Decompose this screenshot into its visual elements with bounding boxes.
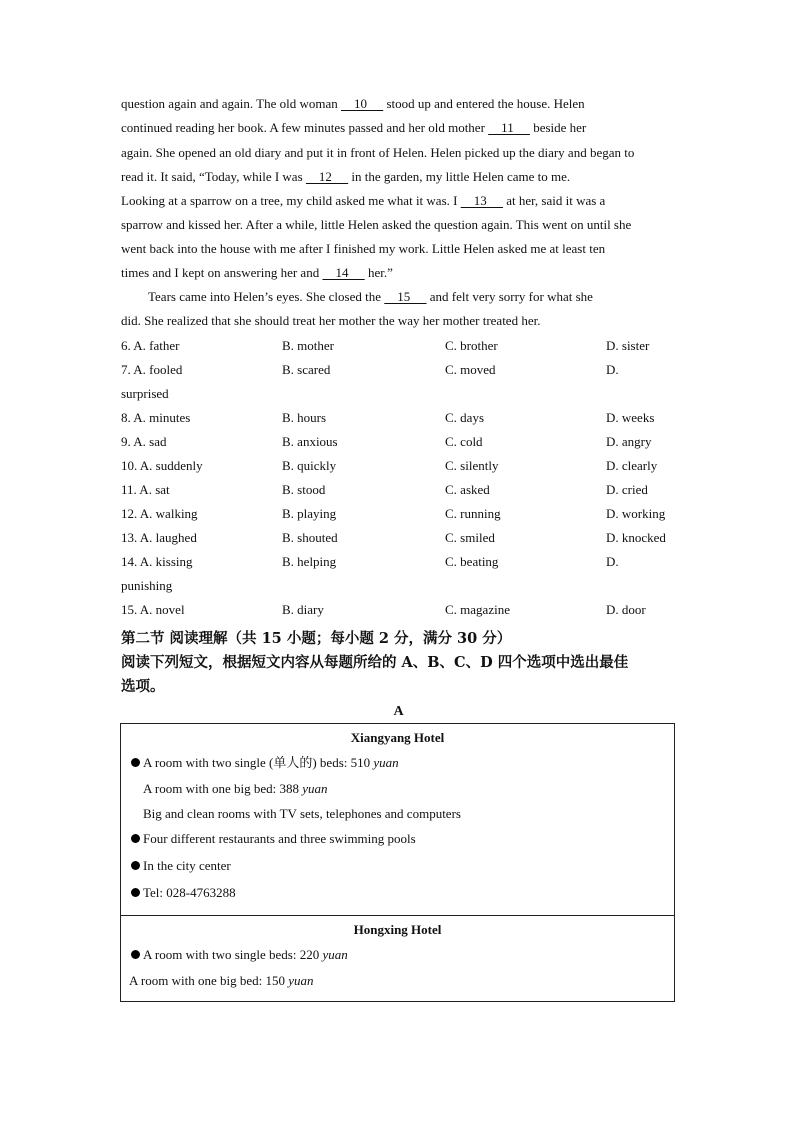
hotel-detail-text: A room with one big bed: 388 [143,781,303,796]
option-a: 6. A. father [121,338,180,353]
bullet-icon [131,888,140,897]
option-a: 7. A. fooled [121,362,183,377]
option-b: B. quickly [282,458,337,473]
passage-line [121,143,674,163]
passage-line [121,263,674,283]
option-c: C. moved [445,362,496,377]
option-c: C. days [445,410,484,425]
hotel-detail-line [131,753,399,773]
option-c: C. cold [445,434,483,449]
option-d: D. knocked [606,530,666,545]
answer-blank: 10 [340,96,384,111]
answer-blank: 11 [488,120,530,135]
passage-text: and felt very sorry for what she [426,289,593,304]
passage-text: stood up and entered the house. Helen [383,96,585,111]
option-c: C. magazine [445,602,510,617]
option-c: C. running [445,506,501,521]
passage-text: read it. It said, “Today, while I was [121,169,306,184]
option-d: D. door [606,602,646,617]
option-b: B. diary [282,602,324,617]
passage-text: beside her [529,120,587,135]
option-d: D. [606,362,619,377]
hotel-detail-text: A room with two single beds: 220 [143,947,323,962]
hotel-detail-text: A room with one big bed: 150 [129,973,289,988]
passage-line [121,311,674,331]
section-instruction-line1: 阅读下列短文，根据短文内容从每题所给的 A、B、C、D 四个选项中选出最佳 [121,654,629,671]
passage-text: her.” [364,265,393,280]
option-d: D. working [606,506,666,521]
currency-unit: yuan [322,947,348,962]
option-b: B. mother [282,338,334,353]
passage-line [121,94,674,114]
passage-text: Looking at a sparrow on a tree, my child asked me what it was. I [121,193,461,208]
option-a: 13. A. laughed [121,530,197,545]
passage-text: continued reading her book. A few minutes passed and her old mother [121,120,489,135]
option-c: C. brother [445,338,498,353]
hotel-detail-text: Four different restaurants and three swimming pools [143,831,416,846]
passage-text: Tears came into Helen’s eyes. She closed the [148,289,385,304]
hotel-detail-line [131,883,236,903]
hotel-table [120,723,675,1002]
answer-blank: 15 [384,289,427,304]
passage-label: A [393,704,404,719]
currency-unit: yuan [288,973,314,988]
passage-text: question again and again. The old woman [121,96,341,111]
option-d-continued: surprised [121,386,169,401]
passage-text: sparrow and kissed her. After a while, little Helen asked the question again. This went on until she [121,217,632,232]
bullet-icon [131,834,140,843]
bullet-icon [131,861,140,870]
option-d: D. [606,554,619,569]
hotel-detail-line [131,856,231,876]
hotel-detail-text: A room with two single (单人的) beds: 510 [143,755,374,770]
hotel-detail-text: In the city center [143,858,231,873]
option-a: 14. A. kissing [121,554,193,569]
option-b: B. anxious [282,434,338,449]
hotel-name-hongxing: Hongxing Hotel [353,922,442,937]
passage-text: at her, said it was a [502,193,606,208]
passage-line [121,215,674,235]
bullet-icon [131,758,140,767]
option-c: C. silently [445,458,499,473]
table-divider [121,915,674,916]
bullet-icon [131,950,140,959]
passage-line [121,118,674,138]
option-c: C. smiled [445,530,495,545]
option-b: B. stood [282,482,326,497]
option-d: D. sister [606,338,650,353]
option-c: C. beating [445,554,499,569]
option-c: C. asked [445,482,490,497]
option-d: D. angry [606,434,652,449]
passage-text: went back into the house with me after I finished my work. Little Helen asked me at least ten [121,241,606,256]
hotel-detail-line [131,829,416,849]
passage-line [121,167,674,187]
hotel-detail-text: Big and clean rooms with TV sets, telephones and computers [143,806,461,821]
option-a: 9. A. sad [121,434,167,449]
option-d: D. weeks [606,410,655,425]
passage-text: times and I kept on answering her and [121,265,323,280]
currency-unit: yuan [302,781,328,796]
option-a: 15. A. novel [121,602,185,617]
passage-line [148,287,701,307]
option-d: D. clearly [606,458,658,473]
answer-blank: 13 [460,193,503,208]
passage-line [121,239,674,259]
section-instruction-line2: 选项。 [121,678,165,695]
hotel-detail-line [143,779,328,799]
option-b: B. scared [282,362,331,377]
option-b: B. shouted [282,530,338,545]
hotel-detail-line [143,804,461,824]
option-a: 12. A. walking [121,506,198,521]
option-a: 11. A. sat [121,482,170,497]
hotel-name-xiangyang: Xiangyang Hotel [350,730,445,745]
option-a: 10. A. suddenly [121,458,203,473]
hotel-detail-line [129,971,314,991]
option-b: B. helping [282,554,337,569]
hotel-detail-line [131,945,348,965]
section-title: 第二节 阅读理解（共 15 小题；每小题 2 分，满分 30 分） [121,630,512,647]
passage-line [121,191,674,211]
option-d-continued: punishing [121,578,173,593]
currency-unit: yuan [373,755,399,770]
passage-text: did. She realized that she should treat her mother the way her mother treated her. [121,313,541,328]
answer-blank: 14 [322,265,365,280]
option-a: 8. A. minutes [121,410,191,425]
passage-text: in the garden, my little Helen came to me. [348,169,571,184]
option-d: D. cried [606,482,648,497]
answer-blank: 12 [305,169,349,184]
option-b: B. playing [282,506,337,521]
option-b: B. hours [282,410,327,425]
hotel-detail-text: Tel: 028-4763288 [143,885,236,900]
passage-text: again. She opened an old diary and put it in front of Helen. Helen picked up the diary and began to [121,145,635,160]
